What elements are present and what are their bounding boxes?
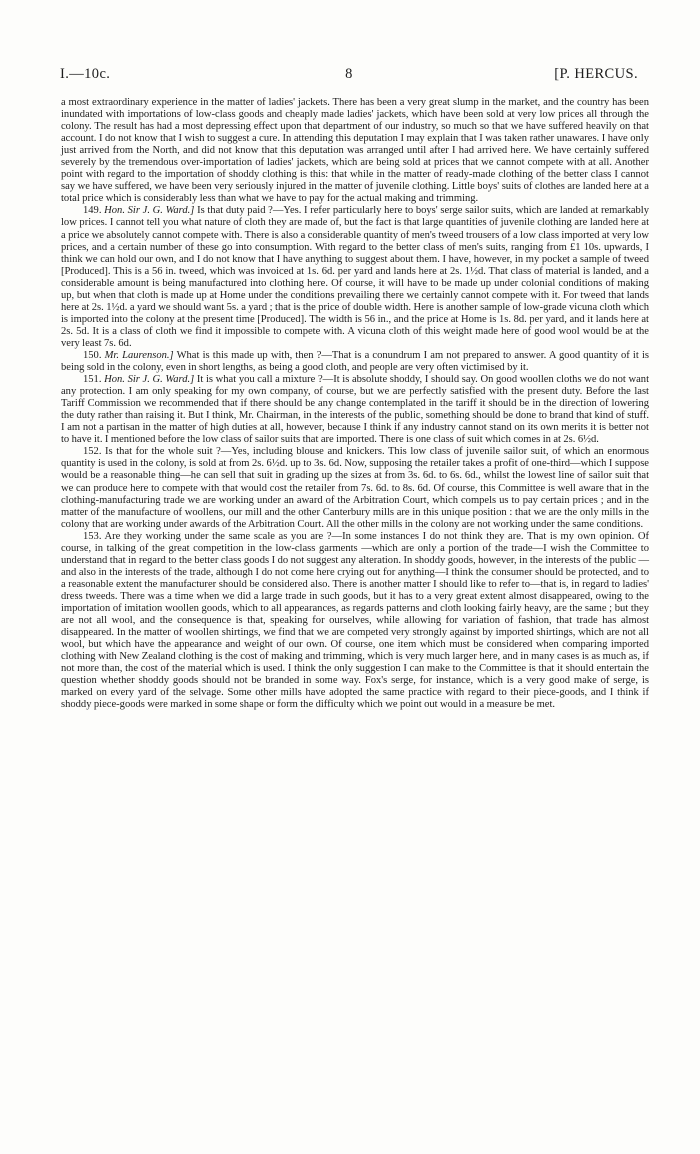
page-header bbox=[60, 66, 638, 86]
paper-reference: I.—10c. bbox=[60, 66, 111, 82]
question-number: 150. bbox=[83, 349, 102, 361]
paragraph-149 bbox=[61, 205, 649, 350]
paragraph-text: Is that duty paid ?—Yes. I refer particularly here to boys' serge sailor suits, which are landed at remarkably low prices. I cannot tell you what nature of cloth they are made of, but the fact is that large quantities of juvenile clothing are landed here at a price we absolutely cannot compete with. There is also a considerable quantity of men's tweed trousers of a low class imported at very low prices, and a certain number of these go into consumption. With regard to the better class of men's suits, ranging from £1 10s. upwards, I think we can hold our own, and I do not know that I have anything to suggest about them. I have, however, in my pocket a sample of tweed [Produced]. This is a 56 in. tweed, which was invoiced at 1s. 6d. per yard and lands here at 2s. 1½d. That class of material is landed, and a considerable amount is being manufactured into clothing here. Of course, it will have to be made up under colonial conditions of making up, but when that cloth is made up at Home under the conditions prevailing there we certainly cannot compete with it. For tweed that lands here at 2s. 1½d. a yard we should want 5s. a yard ; that is the price of double width. Here is another sample of low-grade vicuna cloth which is imported into the colony at the present time [Produced]. The width is 56 in., and the price at Home is 1s. 8d. per yard, and it lands here at 2s. 5d. It is a class of cloth we find it impossible to compete with. A vicuna cloth of this weight made here of good wool would be at the very least 7s. 6d. bbox=[61, 205, 649, 349]
paragraph-153 bbox=[61, 531, 649, 712]
paragraph-continuation bbox=[61, 97, 649, 205]
body-text bbox=[61, 97, 649, 711]
page-number: 8 bbox=[345, 66, 353, 82]
question-number: 151. bbox=[83, 374, 102, 386]
paragraph-152 bbox=[61, 446, 649, 530]
paragraph-text: What is this made up with, then ?—That is a conundrum I am not prepared to answer. A good quantity of it is being sold in the colony, even in short lengths, as being a good cloth, and people are very often victimised by it. bbox=[61, 349, 649, 374]
question-number: 153. bbox=[83, 530, 102, 542]
paragraph-text: It is what you call a mixture ?—It is absolute shoddy, I should say. On good woollen cloths we do not want any protection. I am only speaking for my own company, of course, but we are perfectly satisfied with the present duty. Before the last Tariff Commission we recommended that if there should be any change contemplated in the tariff it should be in the direction of lowering the duty rather than raising it. But I think, Mr. Chairman, in the interests of the public, something should be done to brand that kind of stuff. I am not a partisan in the matter of high duties at all, however, because I think if any industry cannot stand on its own merits it is better not to have it. I mentioned before the low class of sailor suits that are imported. There is one class of suit which comes in at 2s. 6½d. bbox=[61, 374, 649, 446]
speaker-name: Mr. Laurenson.] bbox=[104, 349, 174, 361]
witness-name: [P. HERCUS. bbox=[554, 66, 638, 82]
paragraph-text: Is that for the whole suit ?—Yes, including blouse and knickers. This low class of juvenile sailor suit, of which an enormous quantity is used in the colony, is sold at from 2s. 6½d. up to 3s. 6d. Now, supposing the retailer takes a profit of one-third—which I suppose would be a reasonable thing—he can sell that suit in grading up the sizes at from 3s. 6d. to 6s. 6d., whilst the lowest line of sailor suit that we can produce here to compete with that would cost the retailer from 7s. 6d. to 8s. 6d. Of course, this Committee is well aware that in the clothing-manufacturing trade we are working under an award of the Arbitration Court, which compels us to pay certain prices ; and in the matter of the manufacture of woollens, our mill and the other Canterbury mills are in this unique position : that we are the only mills in the colony that are working under awards of the Arbitration Court. All the other mills in the colony are not working under the same conditions. bbox=[61, 446, 649, 530]
speaker-name: Hon. Sir J. G. Ward.] bbox=[104, 374, 195, 386]
paragraph-150 bbox=[61, 350, 649, 374]
question-number: 152. bbox=[83, 446, 102, 458]
speaker-name: Hon. Sir J. G. Ward.] bbox=[104, 205, 195, 217]
paragraph-151 bbox=[61, 374, 649, 446]
question-number: 149. bbox=[83, 205, 102, 217]
paragraph-text: Are they working under the same scale as you are ?—In some instances I do not think they are. That is my own opinion. Of course, in talking of the great competition in the low-class garments —which are only a portion of the trade—I wish the Committee to understand that in regard to the better class goods I do not suggest any alteration. In shoddy goods, however, in the interests of the public —and also in the interests of the trade, although I do not come here crying out for anything—I think the consumer should be protected, and to a reasonable extent the manufacturer should be considered also. There is another matter I should like to refer to—that is, in regard to ladies' dress tweeds. There was a time when we did a large trade in such goods, but it has to a very great extent almost disappeared, owing to the importation of imitation woollen goods, which to all appearances, as regards patterns and cloth looking fairly heavy, are the same ; but they are not all wool, and the consequence is that, speaking for ourselves, while allowing for variation of fashion, that trade has almost disappeared. In the matter of woollen shirtings, we find that we are competed very strongly against by imported shirtings, which are not all wool, but which have the appearance and weight of our own. Of course, one item which must be considered when comparing imported clothing with New Zealand clothing is the cost of making and trimming, which is very much larger here, and in many cases is as much as, if not more than, the cost of the material which is used. I think the only suggestion I can make to the Committee is that it should entertain the question whether shoddy goods should not be branded in some way. Fox's serge, for instance, which is a very good make of serge, is marked on every yard of the selvage. Some other mills have adopted the same practice with regard to their piece-goods, and I think if shoddy piece-goods were marked in some shape or form the difficulty which we point out would in a measure be met. bbox=[61, 530, 649, 711]
paragraph-text: a most extraordinary experience in the matter of ladies' jackets. There has been a very great slump in the market, and the country has been inundated with importations of low-class goods and cheaply made ladies' jackets, which have been sold at very low prices all through the colony. The result has had a most depressing effect upon that department of our industry, so much so that we have suffered heavily on that account. I do not know that I wish to suggest a cure. In attending this deputation I may explain that I was taken rather unawares. I have only just arrived from the North, and did not know that this deputation was arranged until after I had arrived here. We have certainly suffered severely by the tremendous over-importation of ladies' jackets, which are being sold at prices that we cannot compete with at all. Another point with regard to the importation of shoddy clothing is this: that while in the matter of ready-made clothing of the better class I cannot say we have suffered, we have been very seriously injured in the matter of juvenile clothing. Little boys' suits of clothes are landed here at a total price which is considerably less than what we have to pay for the actual making and trimming. bbox=[61, 97, 649, 205]
